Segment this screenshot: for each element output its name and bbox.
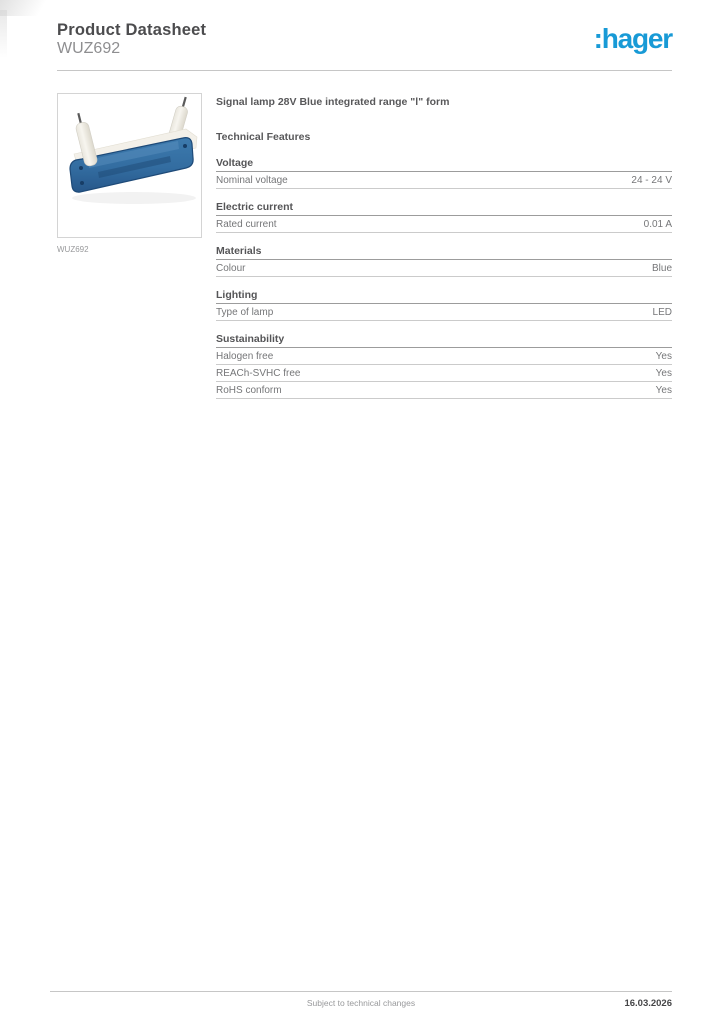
page-corner-shadow — [0, 0, 58, 16]
footer-date: 16.03.2026 — [624, 998, 672, 1009]
page-title: Product Datasheet — [57, 21, 207, 39]
product-details-column — [216, 93, 672, 411]
spec-row — [216, 365, 672, 382]
spec-row — [216, 348, 672, 365]
spec-section-title: Electric current — [216, 201, 672, 216]
spec-label: Rated current — [216, 219, 277, 230]
main-area — [57, 93, 672, 411]
spec-section — [216, 245, 672, 277]
footer-note: Subject to technical changes — [306, 998, 416, 1008]
signal-lamp-illustration — [58, 94, 201, 237]
hager-logo — [594, 25, 672, 53]
datasheet-page — [57, 21, 672, 411]
spec-section-title: Sustainability — [216, 333, 672, 348]
page-footer — [50, 991, 672, 1010]
page-header — [57, 21, 672, 58]
spec-value: Yes — [655, 351, 672, 362]
spec-row — [216, 260, 672, 277]
product-image — [57, 93, 202, 238]
hager-logo-text: :hager — [593, 23, 672, 54]
spec-label: Nominal voltage — [216, 175, 288, 186]
spec-value: LED — [652, 307, 672, 318]
spec-value: 0.01 A — [643, 219, 672, 230]
spec-row — [216, 304, 672, 321]
spec-section-title: Lighting — [216, 289, 672, 304]
product-image-column — [57, 93, 202, 411]
spec-row — [216, 216, 672, 233]
page-edge-shadow — [0, 10, 7, 58]
technical-features-heading: Technical Features — [216, 131, 311, 143]
spec-section-title: Voltage — [216, 157, 672, 172]
spec-section — [216, 289, 672, 321]
spec-label: REACh-SVHC free — [216, 368, 301, 379]
header-divider — [57, 70, 672, 71]
spec-value: 24 - 24 V — [631, 175, 672, 186]
product-reference: WUZ692 — [57, 40, 121, 57]
spec-label: Colour — [216, 263, 246, 274]
technical-sections — [216, 157, 672, 399]
spec-row — [216, 172, 672, 189]
footer-row — [50, 998, 672, 1010]
spec-label: Type of lamp — [216, 307, 274, 318]
spec-row — [216, 382, 672, 399]
spec-value: Yes — [655, 385, 672, 396]
product-image-caption: WUZ692 — [57, 245, 89, 254]
spec-section-title: Materials — [216, 245, 672, 260]
spec-section — [216, 201, 672, 233]
spec-value: Blue — [651, 263, 672, 274]
spec-section — [216, 157, 672, 189]
spec-label: RoHS conform — [216, 385, 282, 396]
spec-label: Halogen free — [216, 351, 274, 362]
footer-divider — [50, 991, 672, 992]
product-name: Signal lamp 28V Blue integrated range "l" form — [216, 96, 450, 108]
spec-value: Yes — [655, 368, 672, 379]
spec-section — [216, 333, 672, 399]
